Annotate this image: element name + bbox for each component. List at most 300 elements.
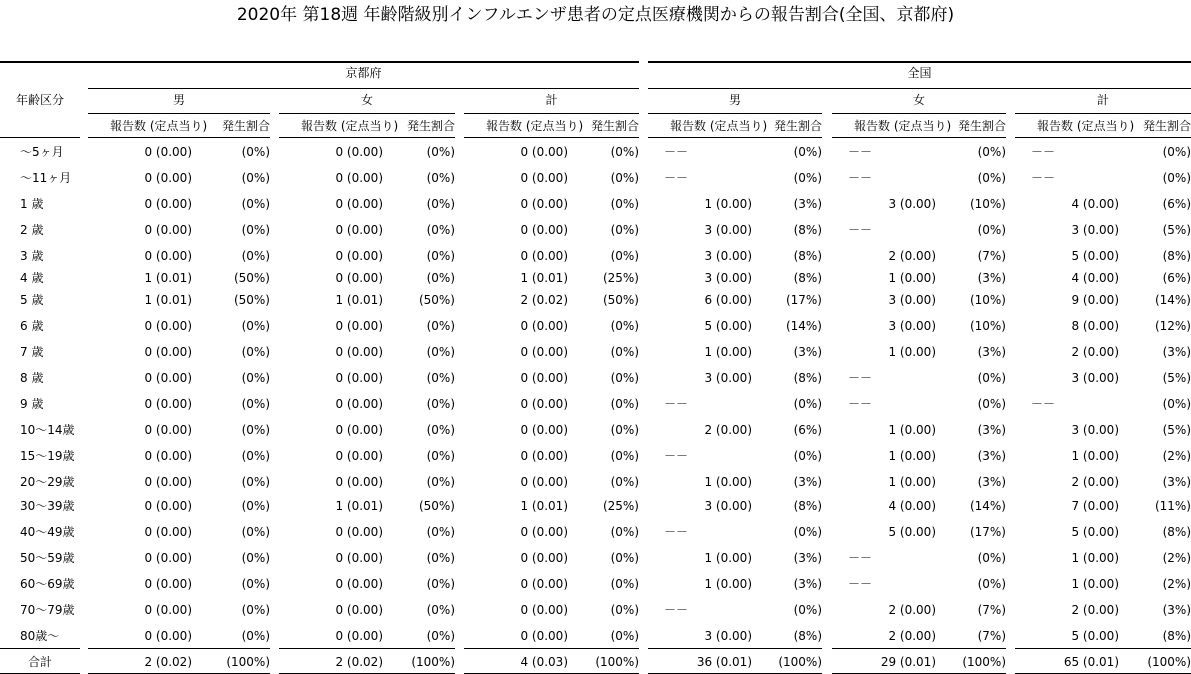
ratio-col-header-1: 発生割合 [406, 119, 455, 133]
occurrence-ratio: (17%) [969, 525, 1006, 539]
age-label: 4 歳 [20, 271, 44, 285]
report-count: －－ [848, 397, 873, 411]
report-count: 0 (0.00) [520, 145, 568, 159]
report-count: 0 (0.00) [144, 577, 192, 591]
occurrence-ratio: (8%) [793, 499, 822, 513]
ratio-col-header-4: 発生割合 [957, 119, 1006, 133]
occurrence-ratio: (6%) [1162, 197, 1191, 211]
total-top-rule-age [0, 648, 80, 649]
report-count: 0 (0.00) [520, 629, 568, 643]
occurrence-ratio: (0%) [793, 449, 822, 463]
report-count: －－ [848, 171, 873, 185]
report-count: 0 (0.00) [520, 577, 568, 591]
occurrence-ratio: (0%) [426, 223, 455, 237]
report-count: 0 (0.00) [335, 449, 383, 463]
occurrence-ratio: (0%) [1162, 145, 1191, 159]
report-count: 0 (0.00) [520, 249, 568, 263]
occurrence-ratio: (0%) [977, 397, 1006, 411]
report-count: 2 (0.00) [888, 249, 936, 263]
occurrence-ratio: (2%) [1162, 551, 1191, 565]
occurrence-ratio: (0%) [610, 423, 639, 437]
total-label: 合計 [27, 655, 52, 669]
occurrence-ratio: (5%) [1162, 423, 1191, 437]
report-count: 3 (0.00) [704, 499, 752, 513]
national-top-rule [648, 61, 1191, 63]
occurrence-ratio: (0%) [426, 145, 455, 159]
occurrence-ratio: (0%) [426, 475, 455, 489]
report-count: 0 (0.00) [144, 197, 192, 211]
occurrence-ratio: (3%) [977, 345, 1006, 359]
occurrence-ratio: (8%) [1162, 249, 1191, 263]
age-label: 7 歳 [20, 345, 44, 359]
report-count: 1 (0.00) [1071, 577, 1119, 591]
header-bottom-rule-4 [832, 137, 1006, 138]
report-count: 0 (0.00) [520, 371, 568, 385]
occurrence-ratio: (0%) [977, 577, 1006, 591]
report-count: 0 (0.00) [335, 223, 383, 237]
report-count: 0 (0.00) [144, 551, 192, 565]
age-label: 80歳～ [20, 629, 60, 643]
total-occurrence-ratio: (100%) [226, 655, 270, 669]
occurrence-ratio: (14%) [969, 499, 1006, 513]
report-count: 0 (0.00) [144, 371, 192, 385]
occurrence-ratio: (3%) [1162, 345, 1191, 359]
report-count: 0 (0.00) [335, 171, 383, 185]
report-count: 0 (0.00) [144, 629, 192, 643]
total-top-rule-3 [648, 648, 822, 649]
occurrence-ratio: (0%) [426, 629, 455, 643]
occurrence-ratio: (8%) [1162, 629, 1191, 643]
occurrence-ratio: (0%) [610, 397, 639, 411]
reports-col-header-4: 報告数 (定点当り) [854, 119, 952, 133]
occurrence-ratio: (0%) [426, 525, 455, 539]
occurrence-ratio: (50%) [233, 271, 270, 285]
report-count: 6 (0.00) [704, 293, 752, 307]
occurrence-ratio: (7%) [977, 249, 1006, 263]
report-count: －－ [1031, 145, 1056, 159]
occurrence-ratio: (0%) [610, 319, 639, 333]
ratio-col-header-0: 発生割合 [221, 119, 270, 133]
occurrence-ratio: (7%) [977, 603, 1006, 617]
age-label: 3 歳 [20, 249, 44, 263]
age-label: 6 歳 [20, 319, 44, 333]
report-count: 0 (0.00) [144, 423, 192, 437]
report-count: 7 (0.00) [1071, 499, 1119, 513]
report-count: 0 (0.00) [520, 603, 568, 617]
occurrence-ratio: (6%) [793, 423, 822, 437]
report-count: 3 (0.00) [704, 223, 752, 237]
reports-col-header-1: 報告数 (定点当り) [301, 119, 399, 133]
occurrence-ratio: (5%) [1162, 371, 1191, 385]
total-report-count: 4 (0.03) [520, 655, 568, 669]
report-count: 0 (0.00) [520, 223, 568, 237]
report-count: 0 (0.00) [144, 449, 192, 463]
total-report-count: 65 (0.01) [1063, 655, 1119, 669]
report-count: 1 (0.00) [704, 551, 752, 565]
sex-rule-0 [88, 113, 270, 114]
report-count: 0 (0.00) [144, 145, 192, 159]
report-count: 0 (0.00) [335, 319, 383, 333]
occurrence-ratio: (0%) [610, 197, 639, 211]
report-count: 2 (0.00) [888, 629, 936, 643]
report-count: 5 (0.00) [1071, 525, 1119, 539]
report-count: 0 (0.00) [520, 551, 568, 565]
report-count: 0 (0.00) [144, 319, 192, 333]
sex-label-2: 計 [545, 93, 558, 107]
occurrence-ratio: (0%) [426, 371, 455, 385]
report-count: －－ [664, 145, 689, 159]
report-count: 4 (0.00) [1071, 197, 1119, 211]
report-count: 2 (0.00) [888, 603, 936, 617]
kyoto-top-rule [0, 61, 639, 63]
occurrence-ratio: (0%) [241, 197, 270, 211]
occurrence-ratio: (10%) [969, 319, 1006, 333]
report-count: 0 (0.00) [335, 423, 383, 437]
occurrence-ratio: (2%) [1162, 449, 1191, 463]
sex-label-3: 男 [728, 93, 741, 107]
total-top-rule-5 [1015, 648, 1191, 649]
reports-col-header-3: 報告数 (定点当り) [670, 119, 768, 133]
occurrence-ratio: (14%) [1154, 293, 1191, 307]
occurrence-ratio: (11%) [1154, 499, 1191, 513]
report-count: 2 (0.00) [1071, 345, 1119, 359]
occurrence-ratio: (0%) [241, 525, 270, 539]
age-label: 10～14歳 [20, 423, 75, 437]
report-count: 0 (0.00) [335, 145, 383, 159]
occurrence-ratio: (0%) [241, 551, 270, 565]
report-count: 1 (0.01) [335, 293, 383, 307]
occurrence-ratio: (0%) [610, 223, 639, 237]
occurrence-ratio: (0%) [241, 397, 270, 411]
occurrence-ratio: (25%) [602, 499, 639, 513]
report-count: 0 (0.00) [520, 171, 568, 185]
report-count: 0 (0.00) [144, 499, 192, 513]
occurrence-ratio: (0%) [610, 171, 639, 185]
occurrence-ratio: (7%) [977, 629, 1006, 643]
occurrence-ratio: (0%) [241, 171, 270, 185]
report-count: 0 (0.00) [144, 397, 192, 411]
report-count: 5 (0.00) [888, 525, 936, 539]
age-label: 50～59歳 [20, 551, 75, 565]
occurrence-ratio: (0%) [241, 249, 270, 263]
age-label: 70～79歳 [20, 603, 75, 617]
total-top-rule-4 [832, 648, 1006, 649]
occurrence-ratio: (3%) [1162, 603, 1191, 617]
report-count: 1 (0.01) [144, 293, 192, 307]
occurrence-ratio: (50%) [233, 293, 270, 307]
report-count: 3 (0.00) [1071, 423, 1119, 437]
occurrence-ratio: (0%) [610, 577, 639, 591]
occurrence-ratio: (0%) [793, 145, 822, 159]
occurrence-ratio: (0%) [241, 423, 270, 437]
occurrence-ratio: (17%) [785, 293, 822, 307]
report-count: 0 (0.00) [520, 345, 568, 359]
report-count: 0 (0.00) [335, 249, 383, 263]
kyoto-region-rule [88, 88, 639, 89]
age-label: 1 歳 [20, 197, 44, 211]
occurrence-ratio: (12%) [1154, 319, 1191, 333]
occurrence-ratio: (0%) [977, 371, 1006, 385]
reports-col-header-0: 報告数 (定点当り) [110, 119, 208, 133]
report-count: 0 (0.00) [335, 603, 383, 617]
report-count: 9 (0.00) [1071, 293, 1119, 307]
report-count: －－ [848, 223, 873, 237]
report-count: 8 (0.00) [1071, 319, 1119, 333]
report-count: 3 (0.00) [704, 371, 752, 385]
report-count: 3 (0.00) [704, 271, 752, 285]
occurrence-ratio: (0%) [610, 145, 639, 159]
report-count: 1 (0.01) [520, 499, 568, 513]
sex-label-0: 男 [172, 93, 185, 107]
occurrence-ratio: (0%) [426, 423, 455, 437]
report-count: 0 (0.00) [335, 629, 383, 643]
report-count: 0 (0.00) [144, 603, 192, 617]
report-count: 0 (0.00) [144, 223, 192, 237]
occurrence-ratio: (0%) [793, 603, 822, 617]
total-top-rule-1 [279, 648, 455, 649]
sex-label-1: 女 [360, 93, 373, 107]
report-count: 0 (0.00) [520, 319, 568, 333]
occurrence-ratio: (0%) [610, 603, 639, 617]
occurrence-ratio: (0%) [426, 577, 455, 591]
age-label: 60～69歳 [20, 577, 75, 591]
header-bottom-rule-5 [1015, 137, 1191, 138]
report-count: 1 (0.00) [704, 475, 752, 489]
report-count: 5 (0.00) [1071, 629, 1119, 643]
total-top-rule-2 [464, 648, 639, 649]
report-count: 1 (0.00) [888, 423, 936, 437]
sex-rule-3 [648, 113, 822, 114]
occurrence-ratio: (0%) [426, 271, 455, 285]
age-label: ～11ヶ月 [20, 171, 72, 185]
report-count: 1 (0.00) [1071, 449, 1119, 463]
report-count: 0 (0.00) [335, 397, 383, 411]
header-bottom-rule-1 [279, 137, 455, 138]
occurrence-ratio: (10%) [969, 197, 1006, 211]
occurrence-ratio: (0%) [241, 371, 270, 385]
occurrence-ratio: (0%) [977, 171, 1006, 185]
report-count: 1 (0.01) [144, 271, 192, 285]
report-count: 0 (0.00) [520, 475, 568, 489]
occurrence-ratio: (14%) [785, 319, 822, 333]
total-report-count: 2 (0.02) [144, 655, 192, 669]
occurrence-ratio: (0%) [241, 475, 270, 489]
age-label: 9 歳 [20, 397, 44, 411]
report-count: －－ [1031, 397, 1056, 411]
occurrence-ratio: (3%) [793, 577, 822, 591]
occurrence-ratio: (0%) [426, 319, 455, 333]
reports-col-header-5: 報告数 (定点当り) [1037, 119, 1135, 133]
occurrence-ratio: (0%) [610, 551, 639, 565]
sex-rule-4 [832, 113, 1006, 114]
total-occurrence-ratio: (100%) [1147, 655, 1191, 669]
report-count: 0 (0.00) [335, 525, 383, 539]
report-count: －－ [848, 577, 873, 591]
header-bottom-rule-0 [88, 137, 270, 138]
occurrence-ratio: (8%) [793, 271, 822, 285]
report-count: －－ [664, 525, 689, 539]
occurrence-ratio: (0%) [610, 345, 639, 359]
occurrence-ratio: (0%) [426, 171, 455, 185]
report-count: 0 (0.00) [144, 171, 192, 185]
occurrence-ratio: (6%) [1162, 271, 1191, 285]
occurrence-ratio: (3%) [793, 345, 822, 359]
occurrence-ratio: (0%) [426, 603, 455, 617]
report-count: 5 (0.00) [1071, 249, 1119, 263]
report-count: 1 (0.00) [888, 475, 936, 489]
total-report-count: 2 (0.02) [335, 655, 383, 669]
report-count: －－ [664, 397, 689, 411]
occurrence-ratio: (3%) [1162, 475, 1191, 489]
report-count: 0 (0.00) [144, 249, 192, 263]
report-count: －－ [1031, 171, 1056, 185]
report-count: 4 (0.00) [1071, 271, 1119, 285]
occurrence-ratio: (0%) [977, 145, 1006, 159]
report-count: 1 (0.01) [335, 499, 383, 513]
occurrence-ratio: (5%) [1162, 223, 1191, 237]
report-count: 1 (0.00) [888, 271, 936, 285]
report-count: 3 (0.00) [888, 319, 936, 333]
occurrence-ratio: (0%) [793, 397, 822, 411]
occurrence-ratio: (0%) [1162, 171, 1191, 185]
occurrence-ratio: (0%) [793, 525, 822, 539]
region-national-label: 全国 [907, 66, 932, 80]
sex-label-4: 女 [912, 93, 925, 107]
report-count: 3 (0.00) [1071, 223, 1119, 237]
report-count: －－ [848, 551, 873, 565]
sex-label-5: 計 [1096, 93, 1109, 107]
occurrence-ratio: (0%) [426, 345, 455, 359]
age-label: 8 歳 [20, 371, 44, 385]
occurrence-ratio: (2%) [1162, 577, 1191, 591]
occurrence-ratio: (0%) [426, 197, 455, 211]
age-label: 15～19歳 [20, 449, 75, 463]
report-count: －－ [664, 171, 689, 185]
occurrence-ratio: (0%) [241, 145, 270, 159]
region-kyoto-label: 京都府 [345, 66, 382, 80]
occurrence-ratio: (50%) [602, 293, 639, 307]
occurrence-ratio: (25%) [602, 271, 639, 285]
report-count: 3 (0.00) [704, 629, 752, 643]
ratio-col-header-3: 発生割合 [773, 119, 822, 133]
report-count: 2 (0.00) [704, 423, 752, 437]
occurrence-ratio: (0%) [1162, 397, 1191, 411]
national-region-rule [648, 88, 1191, 89]
report-count: 0 (0.00) [520, 197, 568, 211]
occurrence-ratio: (0%) [610, 449, 639, 463]
reports-col-header-2: 報告数 (定点当り) [486, 119, 584, 133]
occurrence-ratio: (0%) [610, 525, 639, 539]
occurrence-ratio: (3%) [793, 197, 822, 211]
report-count: 0 (0.00) [520, 449, 568, 463]
ratio-col-header-2: 発生割合 [590, 119, 639, 133]
report-count: 1 (0.00) [704, 577, 752, 591]
total-report-count: 36 (0.01) [696, 655, 752, 669]
total-occurrence-ratio: (100%) [595, 655, 639, 669]
report-count: 1 (0.00) [888, 449, 936, 463]
occurrence-ratio: (0%) [241, 603, 270, 617]
occurrence-ratio: (8%) [793, 249, 822, 263]
occurrence-ratio: (3%) [977, 271, 1006, 285]
occurrence-ratio: (8%) [1162, 525, 1191, 539]
report-count: －－ [848, 371, 873, 385]
occurrence-ratio: (3%) [977, 475, 1006, 489]
occurrence-ratio: (0%) [241, 223, 270, 237]
report-count: －－ [664, 449, 689, 463]
report-count: 0 (0.00) [335, 197, 383, 211]
occurrence-ratio: (0%) [241, 319, 270, 333]
report-count: 1 (0.00) [1071, 551, 1119, 565]
total-top-rule-0 [88, 648, 270, 649]
occurrence-ratio: (0%) [610, 371, 639, 385]
total-occurrence-ratio: (100%) [778, 655, 822, 669]
report-count: 3 (0.00) [704, 249, 752, 263]
occurrence-ratio: (3%) [793, 475, 822, 489]
report-count: 0 (0.00) [335, 371, 383, 385]
report-count: 0 (0.00) [335, 345, 383, 359]
occurrence-ratio: (0%) [426, 449, 455, 463]
age-column-header: 年齢区分 [15, 93, 64, 107]
report-count: 0 (0.00) [144, 345, 192, 359]
occurrence-ratio: (0%) [610, 629, 639, 643]
occurrence-ratio: (0%) [610, 475, 639, 489]
report-count: 2 (0.00) [1071, 603, 1119, 617]
occurrence-ratio: (10%) [969, 293, 1006, 307]
occurrence-ratio: (3%) [793, 551, 822, 565]
header-bottom-rule-2 [464, 137, 639, 138]
report-count: 5 (0.00) [704, 319, 752, 333]
report-count: 2 (0.00) [1071, 475, 1119, 489]
occurrence-ratio: (50%) [418, 499, 455, 513]
report-count: 3 (0.00) [888, 293, 936, 307]
occurrence-ratio: (8%) [793, 371, 822, 385]
occurrence-ratio: (0%) [426, 249, 455, 263]
report-count: 4 (0.00) [888, 499, 936, 513]
report-count: 2 (0.02) [520, 293, 568, 307]
occurrence-ratio: (0%) [610, 249, 639, 263]
header-bottom-rule-age [0, 137, 80, 138]
occurrence-ratio: (3%) [977, 423, 1006, 437]
report-count: 1 (0.00) [704, 197, 752, 211]
occurrence-ratio: (0%) [241, 629, 270, 643]
occurrence-ratio: (0%) [241, 577, 270, 591]
report-count: 1 (0.00) [888, 345, 936, 359]
age-label: 2 歳 [20, 223, 44, 237]
header-bottom-rule-3 [648, 137, 822, 138]
report-count: 0 (0.00) [144, 475, 192, 489]
report-count: 1 (0.01) [520, 271, 568, 285]
report-count: 0 (0.00) [335, 475, 383, 489]
total-report-count: 29 (0.01) [880, 655, 936, 669]
occurrence-ratio: (8%) [793, 629, 822, 643]
occurrence-ratio: (0%) [793, 171, 822, 185]
report-count: 1 (0.00) [704, 345, 752, 359]
occurrence-ratio: (0%) [977, 551, 1006, 565]
total-occurrence-ratio: (100%) [411, 655, 455, 669]
occurrence-ratio: (8%) [793, 223, 822, 237]
occurrence-ratio: (3%) [977, 449, 1006, 463]
total-occurrence-ratio: (100%) [962, 655, 1006, 669]
occurrence-ratio: (0%) [426, 551, 455, 565]
occurrence-ratio: (0%) [241, 345, 270, 359]
occurrence-ratio: (50%) [418, 293, 455, 307]
report-count: －－ [664, 603, 689, 617]
report-count: 3 (0.00) [888, 197, 936, 211]
report-count: 0 (0.00) [520, 525, 568, 539]
age-label: 20～29歳 [20, 475, 75, 489]
age-label: 5 歳 [20, 293, 44, 307]
occurrence-ratio: (0%) [426, 397, 455, 411]
